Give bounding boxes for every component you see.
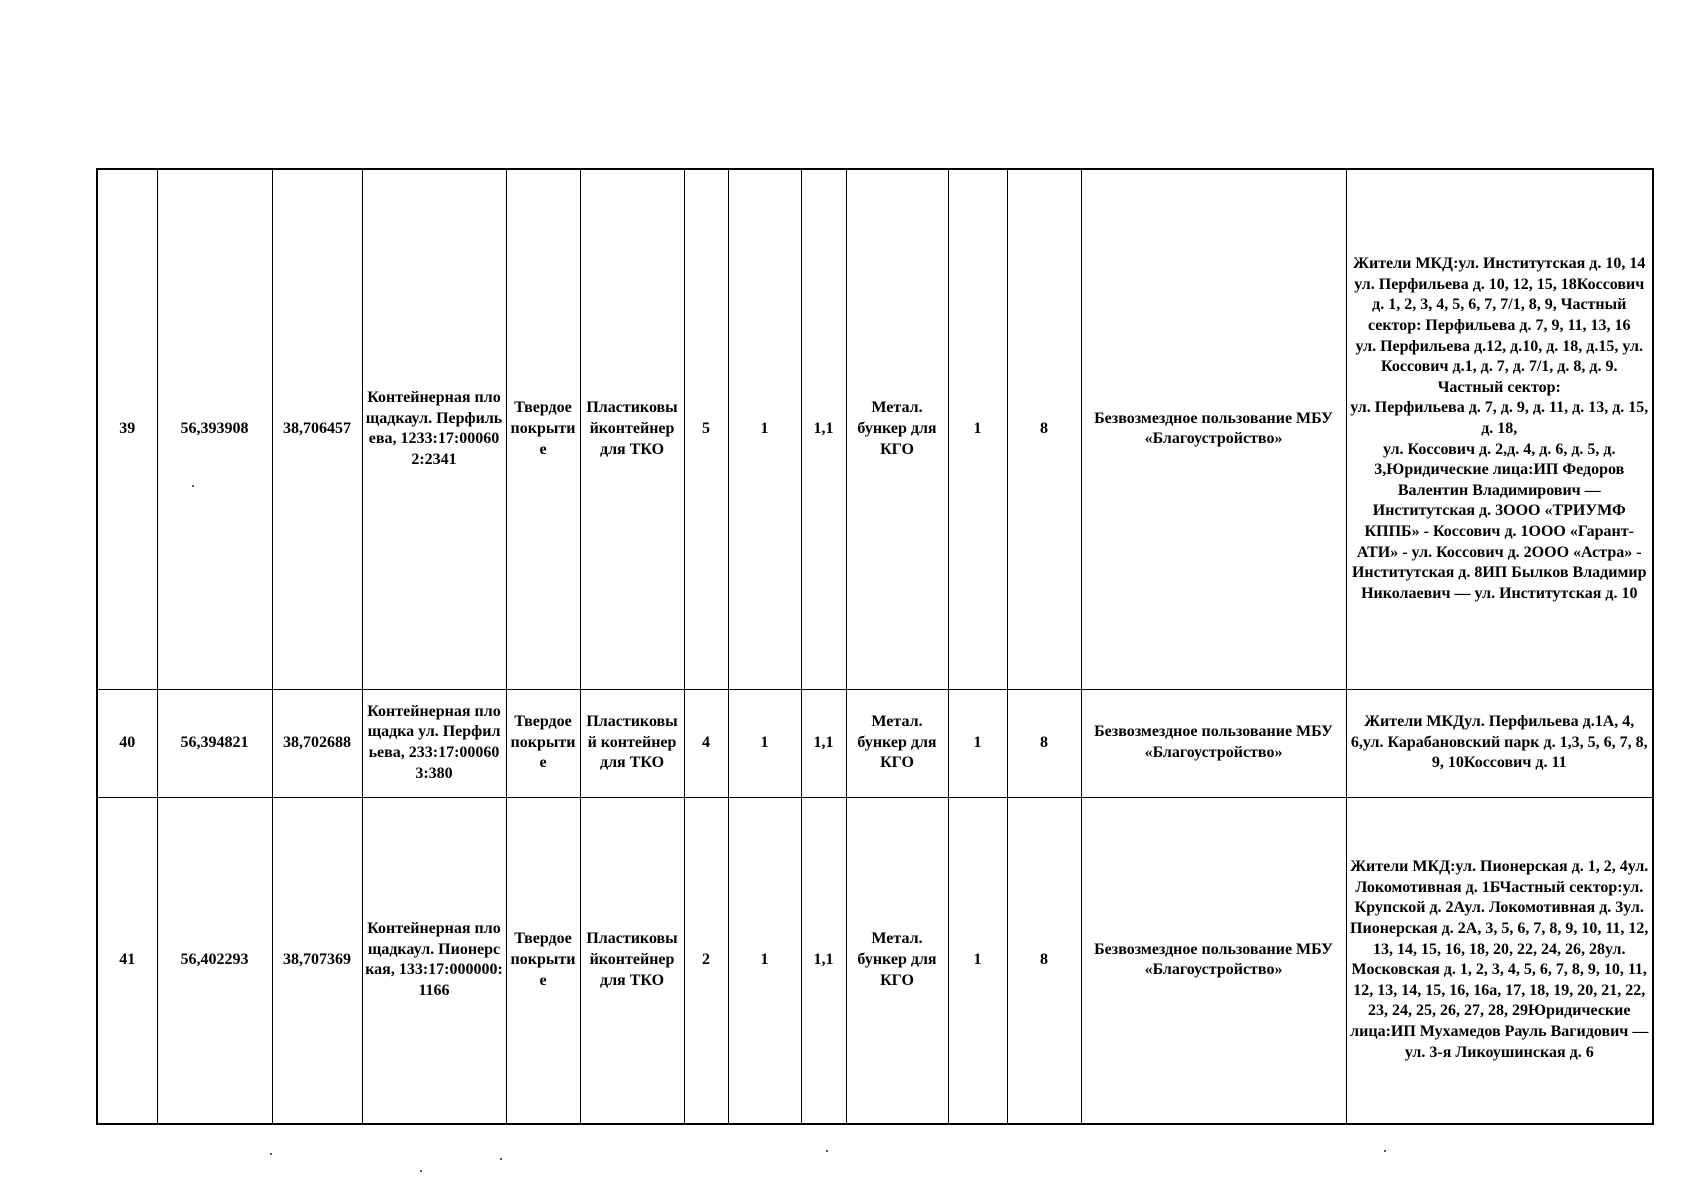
scan-speck <box>420 1170 422 1172</box>
cell-bunker-count: 1 <box>948 797 1007 1124</box>
cell-bunker-type: Метал. бункер для КГО <box>846 689 948 797</box>
cell-container-type: Пластиковы йконтейнер для ТКО <box>580 169 684 689</box>
cell-location: Контейнерная площадкаул. Перфильева, 1233:17:000602:2341 <box>362 169 506 689</box>
table-row <box>97 797 1653 1124</box>
cell-bunker-type: Метал. бункер для КГО <box>846 797 948 1124</box>
table-row <box>97 689 1653 797</box>
scan-speck <box>826 1150 828 1152</box>
table-row <box>97 169 1653 689</box>
cell-longitude: 38,706457 <box>272 169 362 689</box>
cell-bunker-count: 1 <box>948 169 1007 689</box>
cell-container-type: Пластиковы й контейнер для ТКО <box>580 689 684 797</box>
cell-served-objects: Жители МКДул. Перфильева д.1А, 4, 6,ул. Карабановский парк д. 1,3, 5, 6, 7, 8, 9, 10Коссович д. 11 <box>1346 689 1653 797</box>
cell-bunker-volume: 8 <box>1007 797 1081 1124</box>
cell-bunker-volume: 8 <box>1007 169 1081 689</box>
scan-speck <box>1384 1150 1386 1152</box>
cell-quantity: 1 <box>728 169 801 689</box>
cell-bunker-count: 1 <box>948 689 1007 797</box>
scan-speck <box>270 1153 272 1155</box>
cell-latitude: 56,394821 <box>157 689 272 797</box>
cell-number: 39 <box>97 169 157 689</box>
scan-speck <box>192 485 194 487</box>
cell-latitude: 56,393908 <box>157 169 272 689</box>
cell-longitude: 38,702688 <box>272 689 362 797</box>
cell-surface: Твердое покрытие <box>506 689 580 797</box>
cell-longitude: 38,707369 <box>272 797 362 1124</box>
cell-container-count: 4 <box>684 689 728 797</box>
cell-quantity: 1 <box>728 689 801 797</box>
cell-served-objects: Жители МКД:ул. Институтская д. 10, 14 ул. Перфильева д. 10, 12, 15, 18Коссович д. 1, 2, 3, 4, 5, 6, 7, 7/1, 8, 9, Частный сектор: Перфильева д. 7, 9, 11, 13, 16 ул. Перфильева д.12, д.10, д. 18, д.15, ул. Коссович д.1, д. 7, д. 7/1, д. 8, д. 9. Частный сектор: ул. Перфильева д. 7, д. 9, д. 11, д. 13, д. 15, д. 18, ул. Коссович д. 2,д. 4, д. 6, д. 5, д. 3,Юридические лица:ИП Федоров Валентин Владимирович — Институтская д. 3ООО «ТРИУМФ КППБ» - Коссович д. 1ООО «Гарант-АТИ» - ул. Коссович д. 2ООО «Астра» - Институтская д. 8ИП Былков Владимир Николаевич — ул. Институтская д. 10 <box>1346 169 1653 689</box>
cell-surface: Твердое покрытие <box>506 797 580 1124</box>
cell-container-count: 2 <box>684 797 728 1124</box>
scan-speck <box>500 1158 502 1160</box>
cell-container-type: Пластиковы йконтейнер для ТКО <box>580 797 684 1124</box>
cell-container-count: 5 <box>684 169 728 689</box>
cell-number: 41 <box>97 797 157 1124</box>
cell-volume: 1,1 <box>801 689 846 797</box>
registry-table <box>96 168 1654 1125</box>
cell-bunker-type: Метал. бункер для КГО <box>846 169 948 689</box>
cell-volume: 1,1 <box>801 169 846 689</box>
cell-ownership: Безвозмездное пользование МБУ «Благоустройство» <box>1081 689 1346 797</box>
cell-quantity: 1 <box>728 797 801 1124</box>
cell-location: Контейнерная площадкаул. Пионерская, 133:17:000000:1166 <box>362 797 506 1124</box>
cell-ownership: Безвозмездное пользование МБУ «Благоустройство» <box>1081 169 1346 689</box>
cell-ownership: Безвозмездное пользование МБУ «Благоустройство» <box>1081 797 1346 1124</box>
cell-volume: 1,1 <box>801 797 846 1124</box>
cell-number: 40 <box>97 689 157 797</box>
cell-surface: Твердое покрытие <box>506 169 580 689</box>
cell-latitude: 56,402293 <box>157 797 272 1124</box>
cell-served-objects: Жители МКД:ул. Пионерская д. 1, 2, 4ул. Локомотивная д. 1БЧастный сектор:ул. Крупской д. 2Аул. Локомотивная д. 3ул. Пионерская д. 2А, 3, 5, 6, 7, 8, 9, 10, 11, 12, 13, 14, 15, 16, 18, 20, 22, 24, 26, 28ул. Московская д. 1, 2, 3, 4, 5, 6, 7, 8, 9, 10, 11, 12, 13, 14, 15, 16, 16а, 17, 18, 19, 20, 21, 22, 23, 24, 25, 26, 27, 28, 29Юридические лица:ИП Мухамедов Рауль Вагидович — ул. 3-я Ликоушинская д. 6 <box>1346 797 1653 1124</box>
cell-location: Контейнерная площадка ул. Перфильева, 233:17:000603:380 <box>362 689 506 797</box>
cell-bunker-volume: 8 <box>1007 689 1081 797</box>
